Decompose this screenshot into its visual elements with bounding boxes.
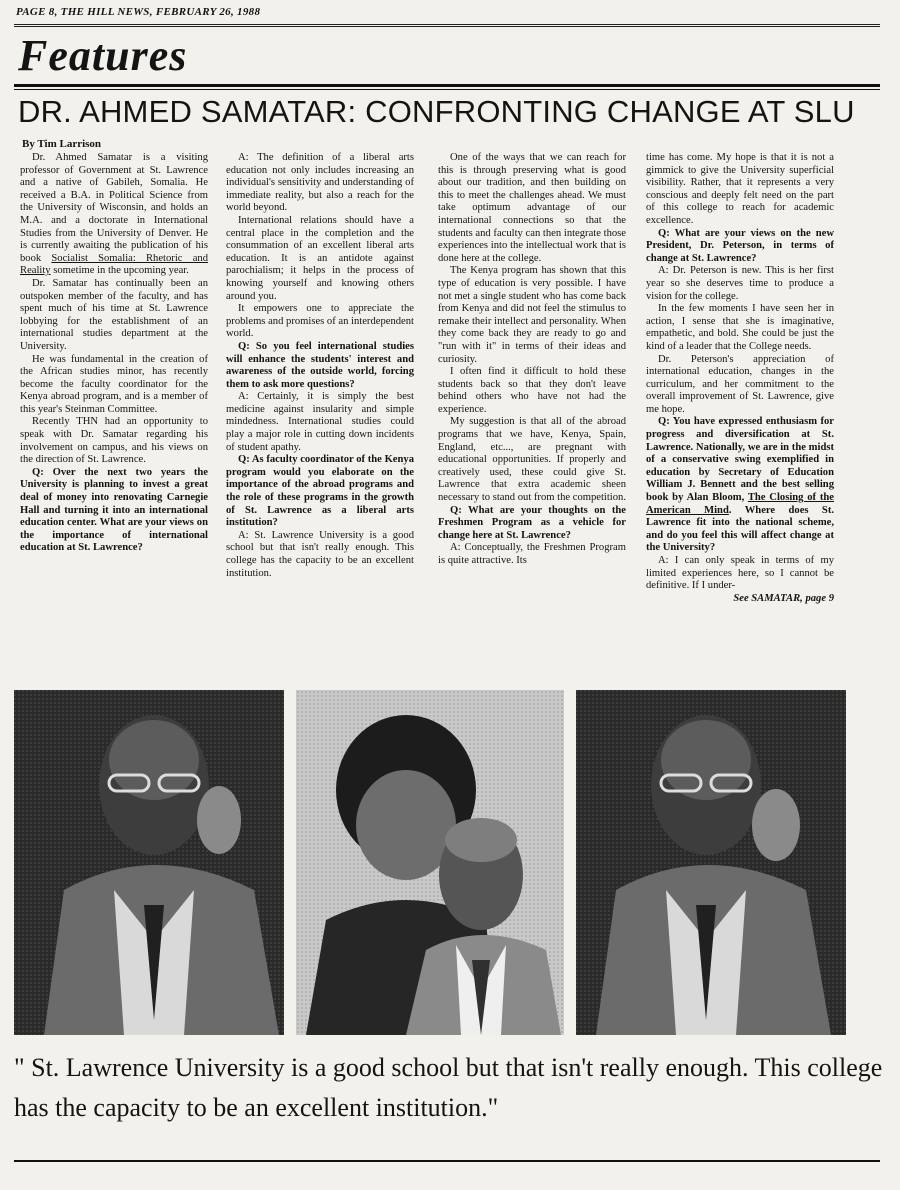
section-rule-thin bbox=[14, 89, 880, 90]
paragraph: Recently THN had an opportunity to speak with Dr. Samatar regarding his involvement on campus, and his views on the direction of St. Lawrence. bbox=[20, 416, 208, 466]
pull-quote: " St. Lawrence University is a good school but that isn't really enough. This college has the capacity to be an excellent institution." bbox=[14, 1053, 883, 1122]
interview-question: Q: You have expressed enthusiasm for progress and diversification at St. Lawrence. Nationally, we are in the midst of a conservative swing exemplified in education by Secretary of Education William J. Bennett and the best selling book by Alan Bloom, The Closing of the American Mind. Where does St. Lawrence fit into the national scheme, and do you feel this will affect change at the University? bbox=[646, 416, 834, 554]
article-column-1 bbox=[20, 152, 208, 684]
section-title: Features bbox=[18, 31, 188, 80]
interview-question: Q: What are your views on the new President, Dr. Peterson, in terms of change at St. Lawrence? bbox=[646, 227, 834, 264]
interview-answer: A: Dr. Peterson is new. This is her first year so she deserves time to produce a vision for the college. bbox=[646, 265, 834, 302]
interview-answer: A: I can only speak in terms of my limited experiences here, so I cannot be definitive. If I under- bbox=[646, 555, 834, 592]
byline: By Tim Larrison bbox=[22, 138, 102, 150]
jump-line: See SAMATAR, page 9 bbox=[733, 592, 834, 604]
photo-right bbox=[576, 690, 846, 1035]
bottom-rule bbox=[14, 1160, 880, 1162]
interview-question: Q: What are your thoughts on the Freshmen Program as a vehicle for change here at St. Lawrence? bbox=[438, 504, 626, 541]
paragraph: time has come. My hope is that it is not a gimmick to give the University superficial visibility. Rather, that it represents a very conscious and deeply felt need on the part of this college to reach for academic excellence. bbox=[646, 152, 834, 226]
paragraph: The Kenya program has shown that this type of education is very possible. I have not met a single student who has come back from Kenya and did not feel the stimulus to remake their intellect and personality. When they come back they are ready to go and "run with it" in terms of their ideas and curiosity. bbox=[438, 265, 626, 365]
paragraph: It empowers one to appreciate the problems and promises of an interdependent world. bbox=[226, 303, 414, 340]
paragraph: He was fundamental in the creation of the African studies minor, has recently become the faculty coordinator for the Kenya abroad program, and is a member of this year's Steinman Committee. bbox=[20, 353, 208, 415]
interview-answer: A: Conceptually, the Freshmen Program is quite attractive. Its bbox=[438, 542, 626, 566]
interview-question: Q: As faculty coordinator of the Kenya program would you elaborate on the importance of the abroad programs and the role of these programs in the growth of St. Lawrence as a liberal arts institution? bbox=[226, 454, 414, 529]
photo-center bbox=[296, 690, 564, 1035]
paragraph: Dr. Peterson's appreciation of international education, changes in the curriculum, and her commitment to the overall improvement of St. Lawrence, give me hope. bbox=[646, 353, 834, 415]
paragraph: In the few moments I have seen her in action, I sense that she is imaginative, empathetic, and bold. She could be just the kind of a leader that the College needs. bbox=[646, 303, 834, 352]
paragraph: My suggestion is that all of the abroad programs that we have, Kenya, Spain, England, etc..., are pregnant with educational opportunities. If properly and creatively used, these could give St. Lawrence that extra academic sheen necessary to stand out from the competition. bbox=[438, 416, 626, 504]
section-rule-thick bbox=[14, 84, 880, 87]
page-folio: PAGE 8, THE HILL NEWS, FEBRUARY 26, 1988 bbox=[16, 6, 261, 18]
interview-question: Q: Over the next two years the University is planning to invest a great deal of money into renovating Carnegie Hall and turning it into an international education center. What are your views on the importance of international education at St. Lawrence? bbox=[20, 466, 208, 554]
paragraph: International relations should have a central place in the completion and the consummation of an excellent liberal arts education. It is an antidote against parochialism; it helps in the process of knowing yourself and knowing others around you. bbox=[226, 214, 414, 302]
paragraph: Dr. Ahmed Samatar is a visiting professor of Government at St. Lawrence and a native of Gabileh, Somalia. He received a B.A. in Political Science from the University of Wisconsin, and holds an M.A. and a doctorate in International Studies from the University of Denver. He is currently awaiting the publication of his book Socialist Somalia: Rhetoric and Reality sometime in the upcoming year. bbox=[20, 152, 208, 277]
paragraph: Dr. Samatar has continually been an outspoken member of the faculty, and has spent much of his time at St. Lawrence lobbying for the establishment of an international studies department at the University. bbox=[20, 277, 208, 352]
paragraph: I often find it difficult to hold these students back so that they don't leave behind others who have not had the experience. bbox=[438, 366, 626, 415]
interview-answer: A: Certainly, it is simply the best medicine against insularity and simple mindedness. International studies could play a major role in cutting down incidents of student apathy. bbox=[226, 391, 414, 453]
interview-answer: A: St. Lawrence University is a good school but that isn't really enough. This college has the capacity to be an excellent institution. bbox=[226, 529, 414, 579]
interview-question: Q: So you feel international studies will enhance the students' interest and awareness of the outside world, forcing them to ask more questions? bbox=[226, 340, 414, 390]
article-column-3 bbox=[438, 152, 626, 684]
article-column-2 bbox=[226, 152, 414, 684]
book-title: Socialist Somalia: Rhetoric and Reality bbox=[20, 252, 208, 277]
photo-left bbox=[14, 690, 284, 1035]
interview-answer: A: The definition of a liberal arts education not only includes increasing an individual's sensitivity and understanding of immediate reality, but also a reach for the world beyond. bbox=[226, 152, 414, 214]
paragraph: One of the ways that we can reach for this is through preserving what is good about our tradition, and then building on this to meet the challenges ahead. We must take optimum advantage of our international connections so that the students and faculty can then integrate those experiences into the intellectual work that is done here at the college. bbox=[438, 152, 626, 264]
article-headline: DR. AHMED SAMATAR: CONFRONTING CHANGE AT SLU bbox=[18, 94, 855, 129]
book-title: The Closing of the American Mind bbox=[646, 492, 834, 516]
article-column-4 bbox=[646, 152, 834, 684]
